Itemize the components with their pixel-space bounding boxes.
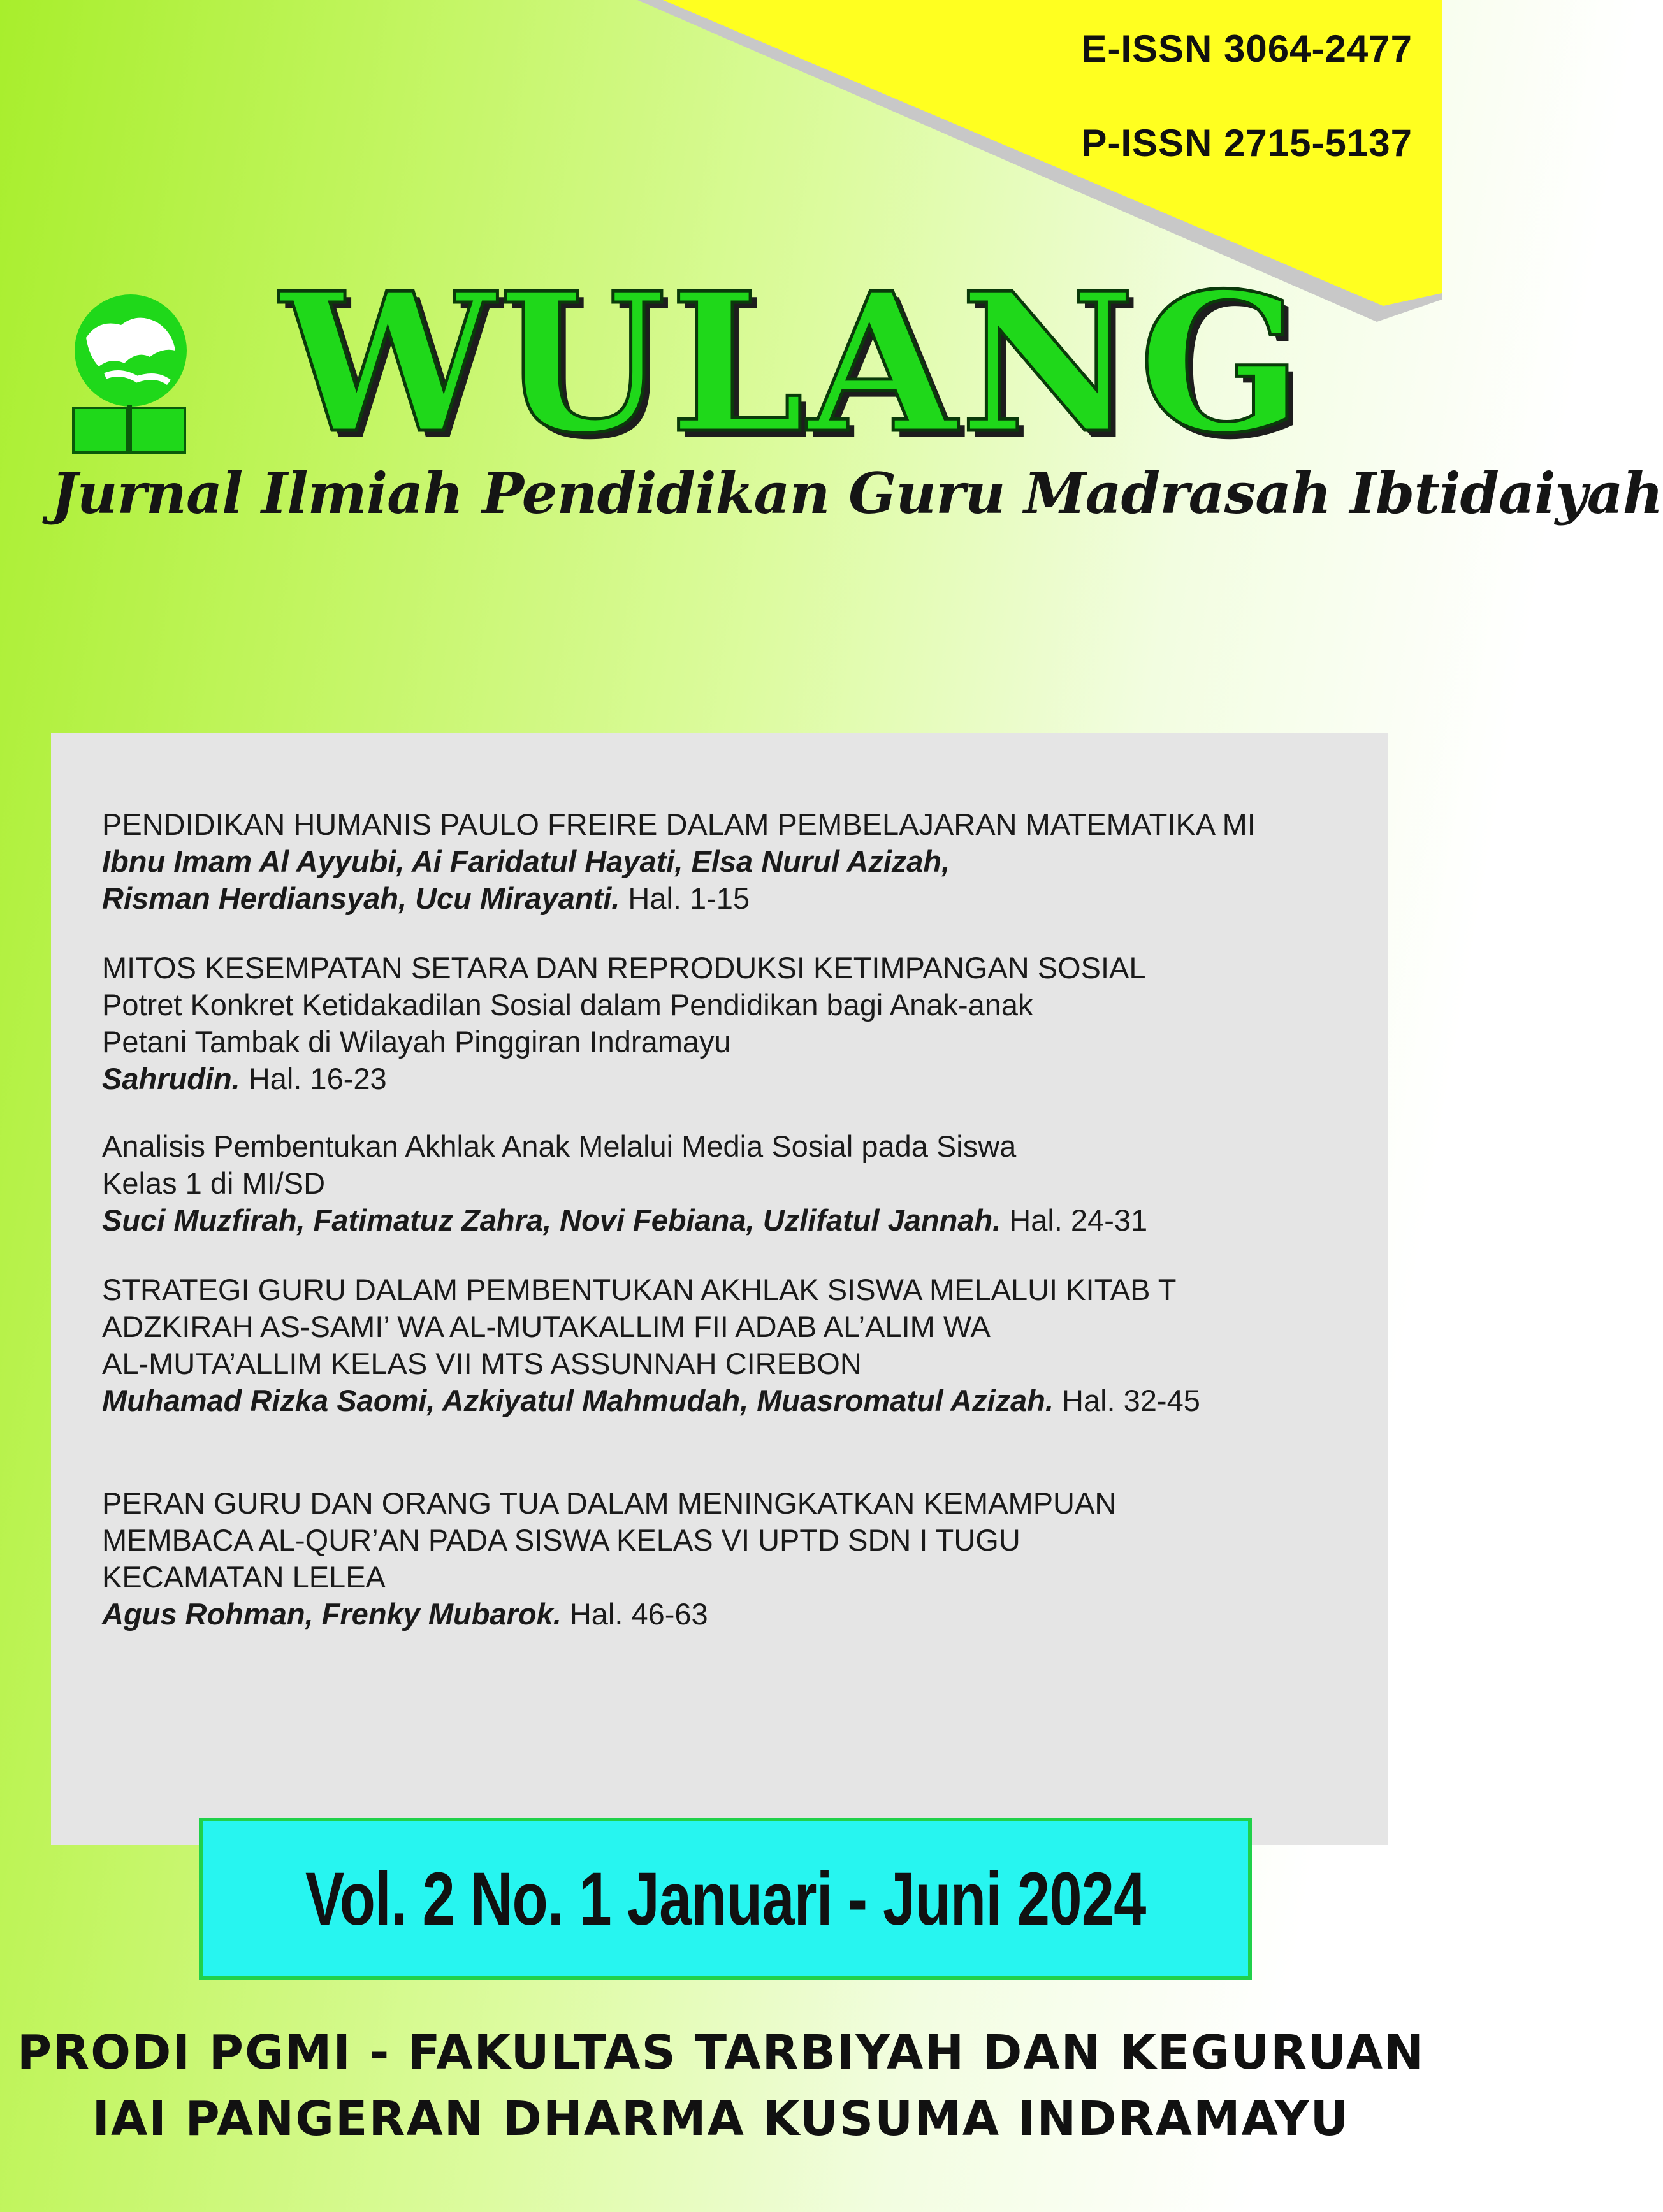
article-authors-line: Muhamad Rizka Saomi, Azkiyatul Mahmudah, Muasromatul Azizah.: [102, 1384, 1054, 1417]
volume-banner: [199, 1818, 1252, 1980]
article-title-line: KECAMATAN LELEA: [102, 1560, 386, 1594]
article-title-line: Potret Konkret Ketidakadilan Sosial dalam Pendidikan bagi Anak-anak: [102, 988, 1033, 1022]
article-title-line: PERAN GURU DAN ORANG TUA DALAM MENINGKATKAN KEMAMPUAN: [102, 1486, 1117, 1520]
globe-book-icon: [61, 287, 198, 459]
e-issn: E-ISSN 3064-2477: [1081, 27, 1412, 70]
article-2: [102, 950, 1351, 1097]
journal-logo: [61, 287, 198, 459]
article-5: [102, 1485, 1351, 1633]
publisher-line-1: PRODI PGMI - FAKULTAS TARBIYAH DAN KEGURUAN: [17, 2025, 1425, 2080]
article-authors-line: Suci Muzfirah, Fatimatuz Zahra, Novi Febiana, Uzlifatul Jannah.: [102, 1203, 1001, 1237]
article-1: [102, 806, 1351, 917]
article-title-line: Kelas 1 di MI/SD: [102, 1166, 326, 1200]
article-3: [102, 1128, 1351, 1239]
article-4: [102, 1271, 1351, 1419]
article-title-line: STRATEGI GURU DALAM PEMBENTUKAN AKHLAK SISWA MELALUI KITAB T: [102, 1273, 1177, 1306]
volume-label: Vol. 2 No. 1 Januari - Juni 2024: [305, 1856, 1146, 1941]
article-title-line: Petani Tambak di Wilayah Pinggiran Indramayu: [102, 1025, 731, 1059]
article-title-line: Analisis Pembentukan Akhlak Anak Melalui Media Sosial pada Siswa: [102, 1129, 1017, 1163]
journal-title: WULANG: [280, 250, 1306, 475]
article-authors-line: Agus Rohman, Frenky Mubarok.: [102, 1597, 562, 1631]
article-authors-line: Risman Herdiansyah, Ucu Mirayanti.: [102, 881, 620, 915]
article-title-line: AL-MUTA’ALLIM KELAS VII MTS ASSUNNAH CIREBON: [102, 1347, 862, 1380]
publisher-line-2: IAI PANGERAN DHARMA KUSUMA INDRAMAYU: [92, 2092, 1350, 2146]
article-pages: Hal. 24-31: [1009, 1203, 1148, 1237]
article-title-line: PENDIDIKAN HUMANIS PAULO FREIRE DALAM PEMBELAJARAN MATEMATIKA MI: [102, 807, 1256, 841]
article-title-line: ADZKIRAH AS-SAMI’ WA AL-MUTAKALLIM FII ADAB AL’ALIM WA: [102, 1310, 991, 1343]
article-pages: Hal. 46-63: [569, 1597, 708, 1631]
article-title-line: MEMBACA AL-QUR’AN PADA SISWA KELAS VI UPTD SDN I TUGU: [102, 1523, 1020, 1557]
p-issn: P-ISSN 2715-5137: [1081, 122, 1412, 164]
article-pages: Hal. 1-15: [628, 881, 750, 915]
article-pages: Hal. 16-23: [248, 1062, 387, 1095]
article-authors-line: Sahrudin.: [102, 1062, 240, 1095]
journal-subtitle: Jurnal Ilmiah Pendidikan Guru Madrasah Ibtidaiyah: [51, 460, 1663, 526]
article-authors-line: Ibnu Imam Al Ayyubi, Ai Faridatul Hayati, Elsa Nurul Azizah,: [102, 844, 950, 878]
article-pages: Hal. 32-45: [1062, 1384, 1200, 1417]
table-of-contents: [51, 733, 1388, 1845]
article-title-line: MITOS KESEMPATAN SETARA DAN REPRODUKSI KETIMPANGAN SOSIAL: [102, 951, 1146, 985]
